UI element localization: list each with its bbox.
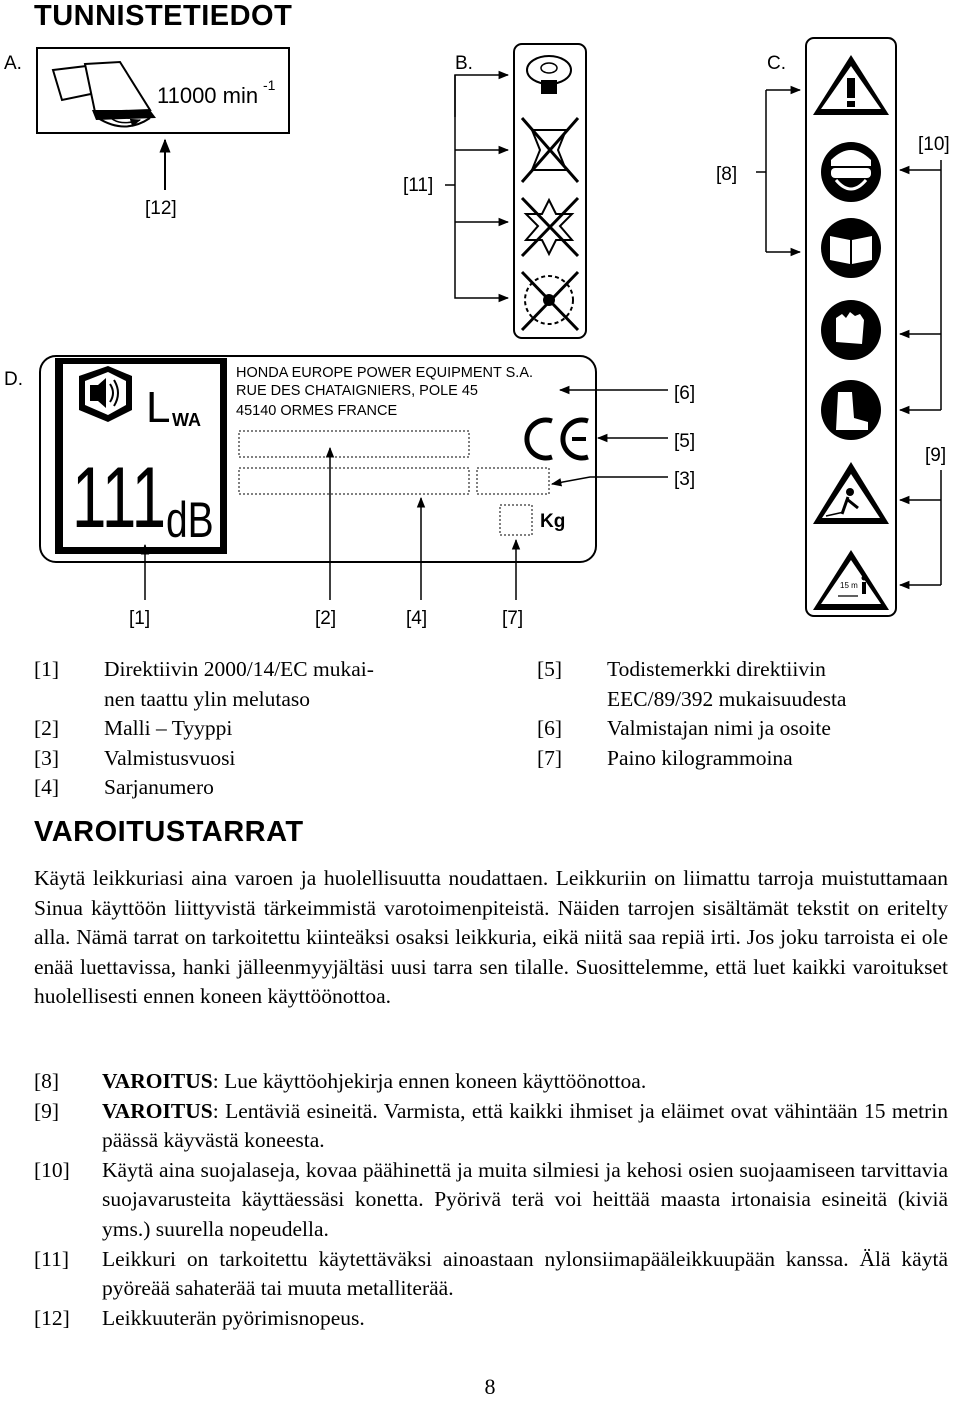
legend-item: [7] Paino kilogrammoina	[537, 745, 793, 770]
page-title: TUNNISTETIEDOT	[34, 0, 293, 32]
identification-figure	[0, 0, 960, 640]
maker-line-2: RUE DES CHATAIGNIERS, POLE 45	[236, 383, 478, 399]
read-manual-icon	[821, 218, 881, 278]
maker-line-1: HONDA EUROPE POWER EQUIPMENT S.A.	[236, 365, 534, 381]
boots-icon	[821, 380, 881, 440]
maker-line-3: 45140 ORMES FRANCE	[236, 403, 398, 419]
legend-item: [3] Valmistusvuosi	[34, 745, 236, 770]
legend-item: [4] Sarjanumero	[34, 775, 214, 800]
list-item: [9] VAROITUS: Lentäviä esineitä. Varmista, että kaikki ihmiset ja eläimet ovat vähintään 15 metrin päässä käyvästä koneesta.	[34, 1098, 948, 1153]
callout-12: [12]	[145, 198, 177, 219]
weight-field	[500, 505, 532, 535]
weight-unit: Kg	[540, 511, 566, 532]
legend-item: [1] Direktiivin 2000/14/EC mukai-	[34, 657, 374, 681]
gloves-icon	[821, 300, 881, 360]
callout-8: [8]	[716, 164, 738, 185]
legend-item: [2] Malli – Tyyppi	[34, 716, 233, 741]
intro-paragraph: Käytä leikkuriasi aina varoen ja huolellisuutta noudattaen. Leikkuriin on liimattu tarroja muistuttamaan Sinua käyttöön liittyvistä tärkeimmistä varotoimenpiteistä. Näiden tarrojen sisältämät tekstit on eritelty alla. Nämä tarrat on tarkoitettu kiinteäksi osaksi leikkuria, eikä niitä saa repiä irti. Jos joku tarroista ei ole enää luettavissa, hanki jälleenmyyjältäsi uusi tarra sen tilalle. Suosittelemme, että luet kaikki varoitukset huolellisesti ennen koneen käyttöönottoa.	[34, 866, 948, 1009]
legend-item: [5] Todistemerkki direktiivin	[537, 657, 826, 681]
speed-value: 11000 min	[157, 83, 259, 108]
legend-item: EEC/89/392 mukaisuudesta	[607, 686, 847, 711]
warning-list	[34, 1067, 948, 1333]
section-c-label: C.	[767, 53, 786, 74]
section-a-label: A.	[4, 53, 22, 74]
list-item: [12] Leikkuuterän pyörimisnopeus.	[34, 1305, 365, 1330]
callout-3: [3]	[674, 469, 696, 490]
speed-exponent: -1	[263, 77, 276, 93]
serial-number-field	[239, 468, 469, 494]
list-item: [8] VAROITUS: Lue käyttöohjekirja ennen koneen käyttöönottoa.	[34, 1069, 647, 1093]
legend-item: [6] Valmistajan nimi ja osoite	[537, 716, 831, 741]
eye-head-protection-icon	[821, 142, 881, 202]
callout-10: [10]	[918, 134, 950, 155]
legend-left	[34, 655, 454, 803]
noise-unit: dB	[166, 491, 214, 549]
callout-1: [1]	[129, 608, 151, 629]
lwa-subscript: WA	[172, 410, 201, 430]
section-b-label: B.	[455, 53, 473, 74]
distance-label: 15 m	[840, 581, 858, 590]
section-d-label: D.	[4, 369, 23, 390]
callout-2: [2]	[315, 608, 337, 629]
identification-plate	[40, 356, 596, 562]
legend-right	[537, 655, 937, 773]
list-item: [11] Leikkuri on tarkoitettu käytettäväksi ainoastaan nylonsiimapääleikkuupään kanssa. Älä käytä pyöreää sahaterää tai muuta metalliterää.	[34, 1246, 948, 1301]
cutting-head-decal	[514, 44, 586, 338]
lwa-symbol: L	[146, 383, 171, 432]
page-number: 8	[484, 1374, 496, 1399]
callout-7: [7]	[502, 608, 524, 629]
model-type-field	[239, 431, 469, 457]
section-heading: VAROITUSTARRAT	[34, 816, 304, 848]
callout-5: [5]	[674, 431, 696, 452]
year-field	[477, 468, 549, 494]
no-saw-blade-icon	[522, 272, 578, 330]
callout-4: [4]	[406, 608, 428, 629]
callout-9: [9]	[925, 445, 947, 466]
warning-strip	[806, 38, 896, 616]
speed-decal	[37, 48, 289, 133]
legend-item: nen taattu ylin melutaso	[104, 686, 310, 711]
noise-level: 111	[72, 448, 167, 546]
list-item: [10] Käytä aina suojalaseja, kovaa päähinettä ja muita silmiesi ja kehosi osien suojaamiseen tarvittavia suojavarusteita käyttäessäsi konetta. Pyörivä terä voi heittää maasta irtonaisia esineitä (kiviä yms.) suurella nopeudella.	[34, 1157, 948, 1241]
callout-6: [6]	[674, 383, 696, 404]
callout-11: [11]	[403, 175, 434, 196]
